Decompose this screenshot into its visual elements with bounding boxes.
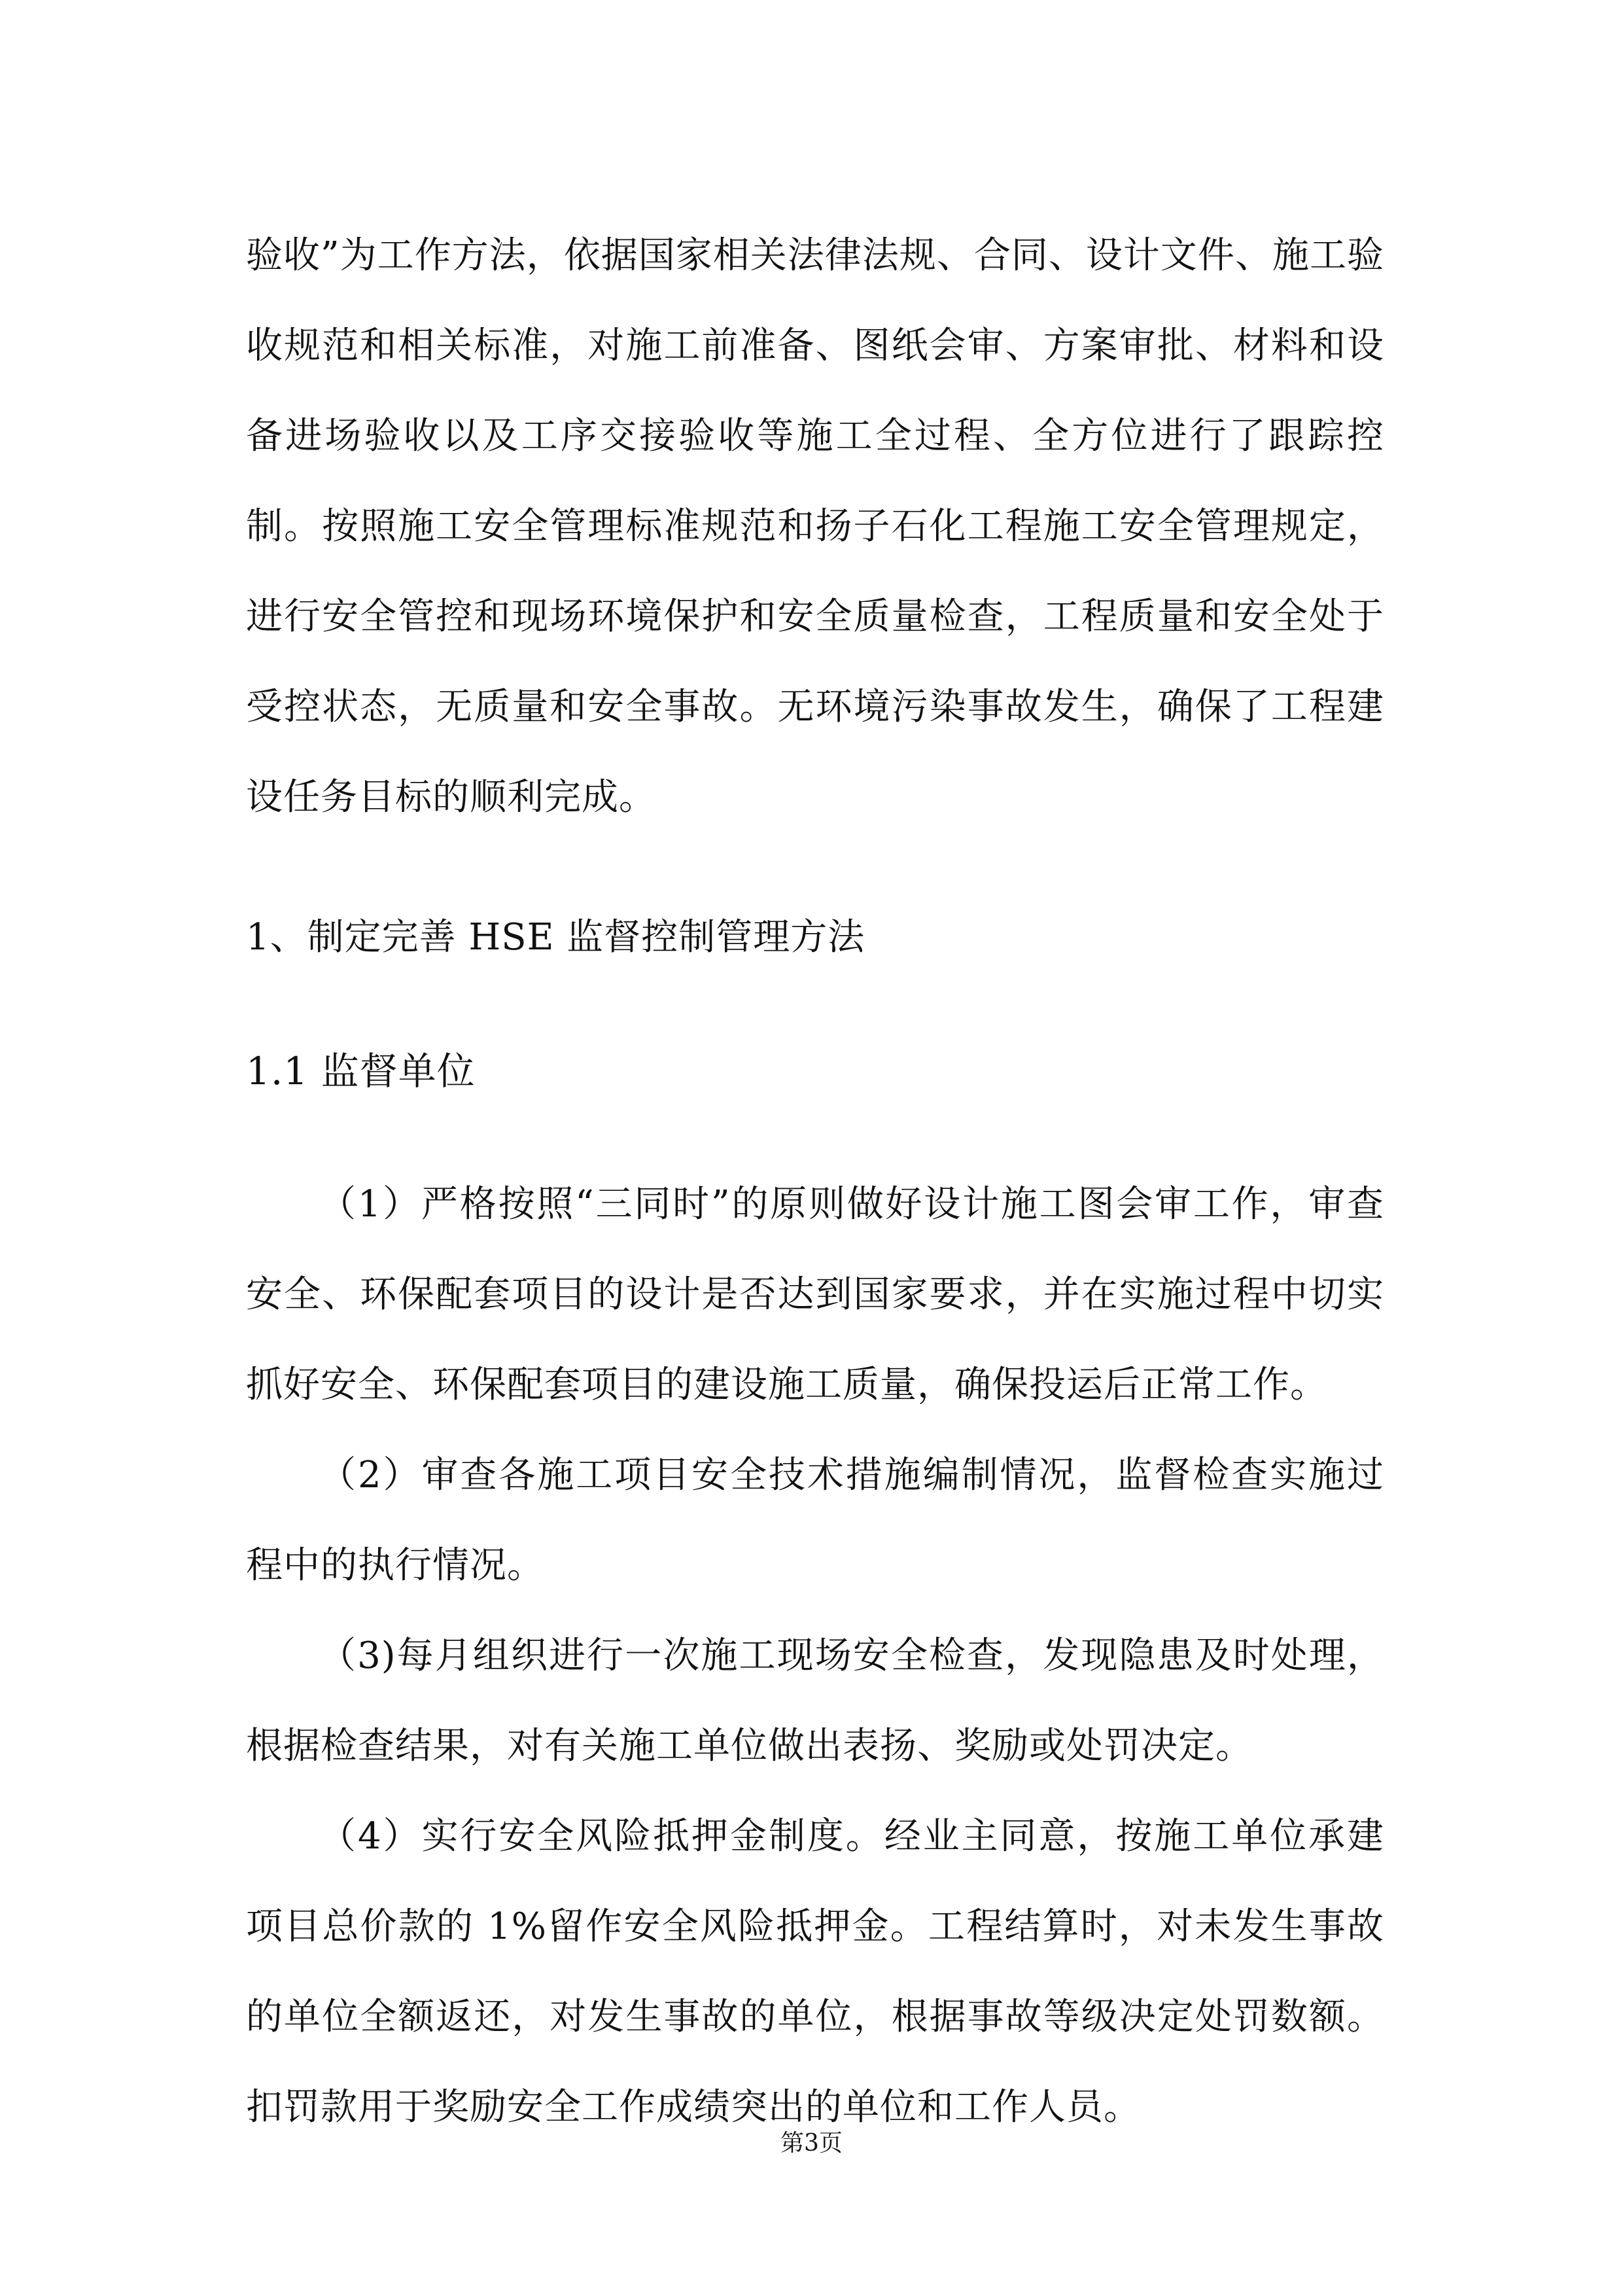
list-item: （4）实行安全风险抵押金制度。经业主同意，按施工单位承建项目总价款的 1%留作安全风险抵押金。工程结算时，对未发生事故的单位全额返还，对发生事故的单位，根据事故等级决定处罚数额。扣罚款用于奖励安全工作成绩突出的单位和工作人员。 xyxy=(246,1815,1384,2128)
page-number: 第3页 xyxy=(780,2130,843,2157)
document-body xyxy=(246,211,1384,2153)
intro-paragraph: 验收”为工作方法，依据国家相关法律法规、合同、设计文件、施工验收规范和相关标准，对施工前准备、图纸会审、方案审批、材料和设备进场验收以及工序交接验收等施工全过程、全方位进行了跟踪控制。按照施工安全管理标准规范和扬子石化工程施工安全管理规定，进行安全管控和现场环境保护和安全质量检查，工程质量和安全处于受控状态，无质量和安全事故。无环境污染事故发生，确保了工程建设任务目标的顺利完成。 xyxy=(246,234,1384,819)
list-item: （3)每月组织进行一次施工现场安全检查，发现隐患及时处理，根据检查结果，对有关施工单位做出表扬、奖励或处罚决定。 xyxy=(246,1634,1384,1767)
list-item: （2）审查各施工项目安全技术措施编制情况，监督检查实施过程中的执行情况。 xyxy=(246,1454,1384,1587)
subsection-heading: 1.1 监督单位 xyxy=(246,1049,476,1093)
section-heading: 1、制定完善 HSE 监督控制管理方法 xyxy=(246,916,865,959)
list-item: （1）严格按照“三同时”的原则做好设计施工图会审工作，审查安全、环保配套项目的设计是否达到国家要求，并在实施过程中切实抓好安全、环保配套项目的建设施工质量，确保投运后正常工作。 xyxy=(246,1183,1384,1406)
